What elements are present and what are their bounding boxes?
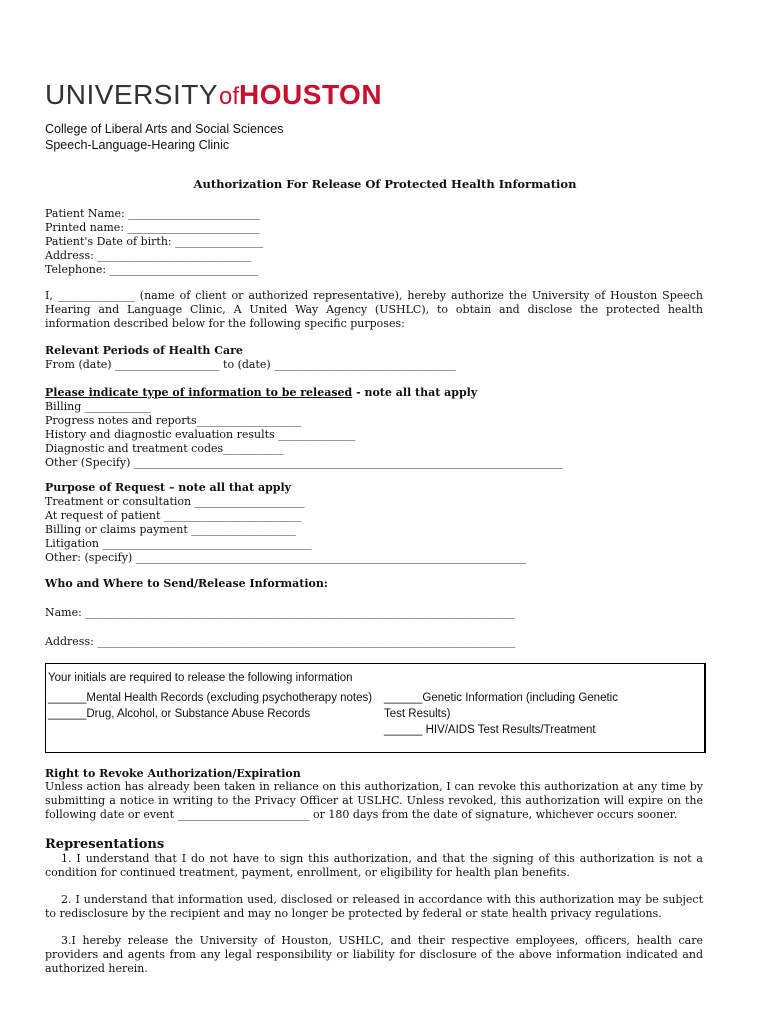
initials-box	[45, 663, 706, 753]
initials-drug-alcohol[interactable]: ______Drug, Alcohol, or Substance Abuse Records	[48, 708, 311, 720]
patient-name-field[interactable]: Patient Name: ________________________	[45, 207, 261, 220]
purpose-treatment-field[interactable]: Treatment or consultation ____________________	[45, 495, 305, 508]
header-block	[45, 121, 283, 153]
initials-genetic[interactable]: ______Genetic Information (including Genetic	[384, 692, 618, 704]
send-name-field[interactable]: Name: ______________________________________________________________________________	[45, 606, 515, 619]
info-type-section	[45, 386, 563, 470]
revoke-heading: Right to Revoke Authorization/Expiration	[45, 767, 301, 780]
info-billing-field[interactable]: Billing ____________	[45, 400, 151, 413]
address-field[interactable]: Address: ____________________________	[45, 249, 252, 262]
purpose-billing-field[interactable]: Billing or claims payment ___________________	[45, 523, 296, 536]
initials-genetic-cont: Test Results)	[384, 708, 451, 720]
periods-date-field[interactable]: From (date) ___________________ to (date) _________________________________	[45, 358, 456, 371]
authorization-paragraph: I, ______________ (name of client or authorized representative), hereby authorize the University of Houston Speech Hearing and Language Clinic, A United Way Agency (USHLC), to obtain and disclose the protected health information described below for the following specific purposes:	[45, 289, 703, 330]
initials-left-column	[48, 690, 372, 722]
info-type-heading: Please indicate type of information to be released	[45, 386, 353, 399]
logo-houston: HOUSTON	[239, 79, 383, 110]
representations-heading: Representations	[45, 837, 165, 852]
initials-hiv-aids[interactable]: ______ HIV/AIDS Test Results/Treatment	[384, 724, 596, 736]
info-history-field[interactable]: History and diagnostic evaluation results ______________	[45, 428, 356, 441]
university-logo	[45, 80, 382, 110]
revoke-text: Unless action has already been taken in reliance on this authorization, I can revoke this authorization at any time by submitting a notice in writing to the Privacy Officer at USLHC. Unless revoked, this authorization will expire on the following date or event ________________________ or 180 days from the date of signature, whichever occurs sooner.	[45, 780, 703, 821]
periods-section	[45, 344, 456, 372]
logo-university: UNIVERSITY	[45, 79, 219, 110]
purpose-litigation-field[interactable]: Litigation ______________________________________	[45, 537, 312, 550]
printed-name-field[interactable]: Printed name: ________________________	[45, 221, 260, 234]
purpose-section	[45, 481, 526, 565]
periods-heading: Relevant Periods of Health Care	[45, 344, 243, 357]
college-name: College of Liberal Arts and Social Sciences	[45, 122, 284, 136]
telephone-field[interactable]: Telephone: ___________________________	[45, 263, 259, 276]
purpose-heading: Purpose of Request – note all that apply	[45, 481, 292, 494]
purpose-other-field[interactable]: Other: (specify) _______________________________________________________________________	[45, 551, 527, 564]
send-heading: Who and Where to Send/Release Information:	[45, 577, 328, 590]
clinic-name: Speech-Language-Hearing Clinic	[45, 138, 230, 152]
info-other-field[interactable]: Other (Specify) ______________________________________________________________________________	[45, 456, 563, 469]
logo-of: of	[219, 83, 240, 110]
date-of-birth-field[interactable]: Patient's Date of birth: ________________	[45, 235, 264, 248]
send-address-field[interactable]: Address: ____________________________________________________________________________	[45, 635, 516, 648]
purpose-patient-request-field[interactable]: At request of patient _________________________	[45, 509, 302, 522]
representation-2: 2. I understand that information used, disclosed or released in accordance with this authorization may be subject to redisclosure by the recipient and may no longer be protected by federal or state health privacy regulations.	[45, 893, 703, 920]
patient-info	[45, 207, 263, 277]
form-title: Authorization For Release Of Protected Health Information	[193, 177, 577, 191]
initials-box-title: Your initials are required to release the following information	[48, 672, 353, 684]
representation-1: 1. I understand that I do not have to sign this authorization, and that the signing of this authorization is not a condition for continued treatment, payment, enrollment, or eligibility for health plan benefits.	[45, 852, 703, 879]
representation-3: 3.I hereby release the University of Houston, USHLC, and their respective employees, officers, health care providers and agents from any legal responsibility or liability for disclosure of the above information indicated and authorized herein.	[45, 934, 703, 975]
initials-right-column	[384, 690, 618, 738]
info-codes-field[interactable]: Diagnostic and treatment codes___________	[45, 442, 284, 455]
info-type-note: - note all that apply	[352, 386, 478, 399]
info-progress-notes-field[interactable]: Progress notes and reports___________________	[45, 414, 302, 427]
initials-mental-health[interactable]: ______Mental Health Records (excluding psychotherapy notes)	[48, 692, 373, 704]
